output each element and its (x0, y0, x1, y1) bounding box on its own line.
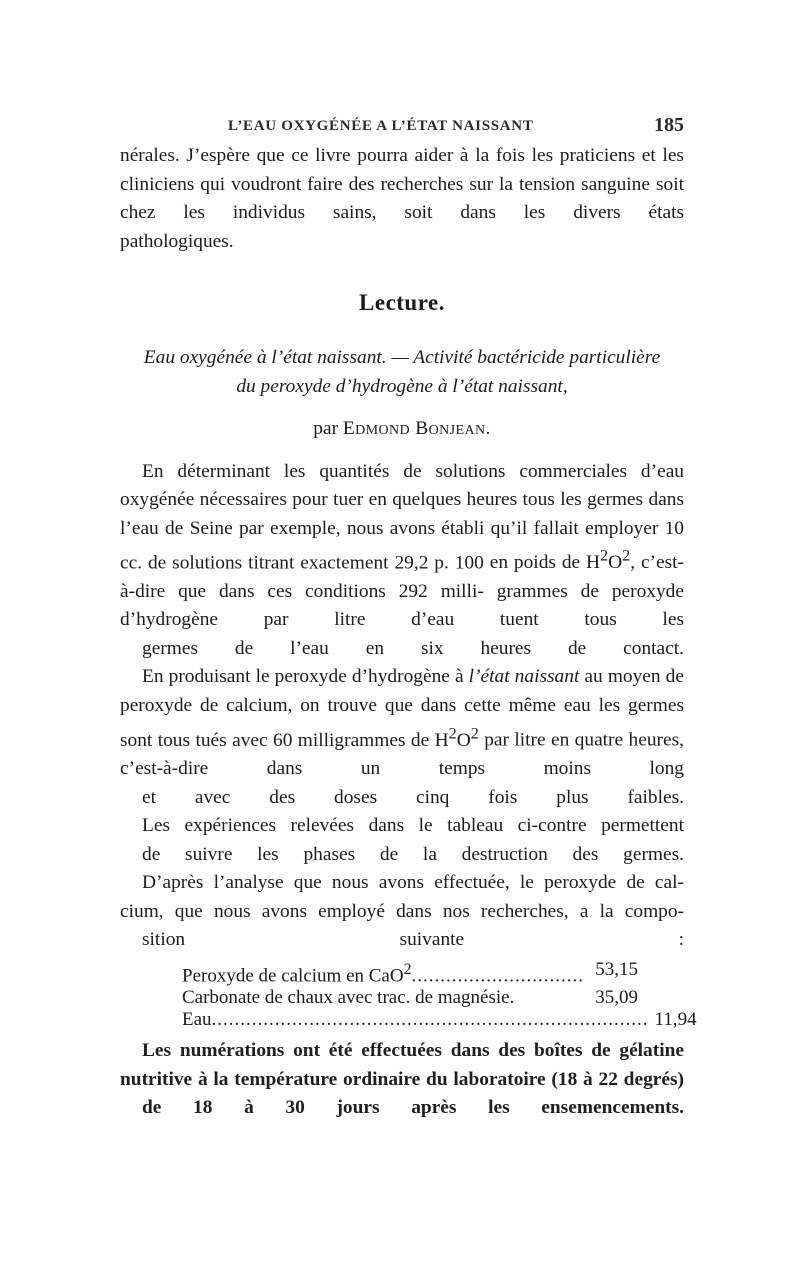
composition-label (182, 987, 589, 1009)
text-run: au (579, 666, 603, 688)
composition-row (182, 1009, 697, 1031)
author-byline (120, 415, 684, 444)
section-heading: Lecture. (359, 290, 445, 315)
composition-value: 35,09 (595, 987, 638, 1009)
text-run: En produisant le peroxyde d’hydrogène à (142, 666, 469, 688)
text-run: Carbonate de chaux avec trac. de magnésie. (182, 987, 515, 1009)
paragraph-line: oxygénée nécessaires pour tuer en quelques heures tous les (120, 489, 582, 510)
text-run: eau les germes sont tous tués avec 60 milligrammes de H (120, 694, 685, 751)
running-head (120, 108, 684, 142)
paragraph-line: de suivre les phases de la destruction des germes. (142, 843, 684, 865)
paragraph-3 (120, 812, 684, 869)
paragraph-line: moyen de peroxyde de calcium, on trouve que dans cette même (120, 666, 684, 716)
paragraph-line: et avec des doses cinq fois plus faibles. (142, 786, 684, 808)
paragraph-line: par litre en quatre heures, c’est-à-dire dans un temps moins long (120, 729, 684, 780)
intro-line: nérales. J’espère que ce livre pourra aider à la fois les praticiens (120, 145, 636, 166)
paragraph-1 (120, 458, 684, 664)
intro-line: pathologiques. (120, 230, 234, 252)
superscript: 2 (600, 548, 609, 565)
text-run: , c’est-à-dire que dans ces conditions 292 milli- (120, 552, 685, 602)
composition-row (182, 959, 638, 987)
text-run: O (608, 552, 623, 574)
paragraph-line: Les numérations ont été effectuées dans des boîtes de gélatine (142, 1040, 684, 1062)
superscript: 2 (448, 725, 457, 743)
paragraph-line: sition suivante : (142, 929, 684, 951)
paragraph-line: germes de l’eau en six heures de contact. (142, 637, 684, 659)
page (120, 108, 697, 1123)
author-name: Edmond Bonjean. (342, 418, 491, 439)
text-run: O (456, 729, 471, 751)
paragraph-4 (120, 869, 684, 955)
author-prefix: par (313, 418, 339, 439)
paragraph-line: fallait employer 10 cc. de solutions titrant exactement 29,2 p. 100 (120, 517, 684, 574)
paragraph-line: cium, que nous avons employé dans nos recherches, a la compo- (120, 900, 684, 922)
intro-line: et les cliniciens qui voudront faire des recherches sur la tension (120, 145, 684, 195)
superscript: 2 (470, 725, 479, 743)
composition-value: 53,15 (595, 958, 638, 980)
paragraph-line (142, 666, 603, 687)
paragraph-line: En déterminant les quantités de solutions commerciales d’eau (142, 460, 684, 482)
composition-label (182, 1009, 649, 1031)
dot-leader: .............................. (411, 965, 585, 987)
text-run: Eau (182, 1009, 212, 1031)
emphasis: l’état naissant (468, 666, 580, 688)
paragraph-line: Les expériences relevées dans le tableau ci-contre permettent (142, 815, 684, 837)
composition-row (182, 987, 638, 1009)
running-title: L’EAU OXYGÉNÉE A L’ÉTAT NAISSANT (228, 118, 534, 134)
composition-label (182, 959, 589, 987)
paragraph-line: germes dans l’eau de Seine par exemple, nous avons établi qu’il (120, 489, 684, 539)
dot-leader: ............................................................................ (211, 1009, 649, 1031)
paragraph-5 (120, 1037, 684, 1123)
composition-table (182, 958, 697, 1031)
intro-line: sanguine soit chez les individus sains, soit dans les divers états (120, 173, 684, 223)
intro-paragraph (120, 142, 684, 256)
page-number: 185 (654, 114, 684, 136)
article-title-line: Eau oxygénée à l’état naissant. — Activité bactéricide particulière (143, 347, 661, 368)
text-run: en poids de H (489, 552, 601, 574)
superscript: 2 (403, 960, 412, 978)
paragraph-line: grammes de peroxyde d’hydrogène par litre d’eau tuent tous les (120, 580, 684, 631)
article-title-line: du peroxyde d’hydrogène à l’état naissant, (236, 375, 568, 397)
superscript: 2 (622, 548, 631, 565)
text-run: Peroxyde de calcium en CaO (182, 965, 404, 987)
paragraph-line: nutritive à la température ordinaire du laboratoire (18 à 22 degrés) (120, 1068, 684, 1090)
paragraph-2 (120, 663, 684, 812)
paragraph-line: de 18 à 30 jours après les ensemencements. (142, 1097, 684, 1119)
paragraph-line: D’après l’analyse que nous avons effectuée, le peroxyde de cal- (142, 872, 684, 894)
composition-value: 11,94 (654, 1009, 697, 1031)
